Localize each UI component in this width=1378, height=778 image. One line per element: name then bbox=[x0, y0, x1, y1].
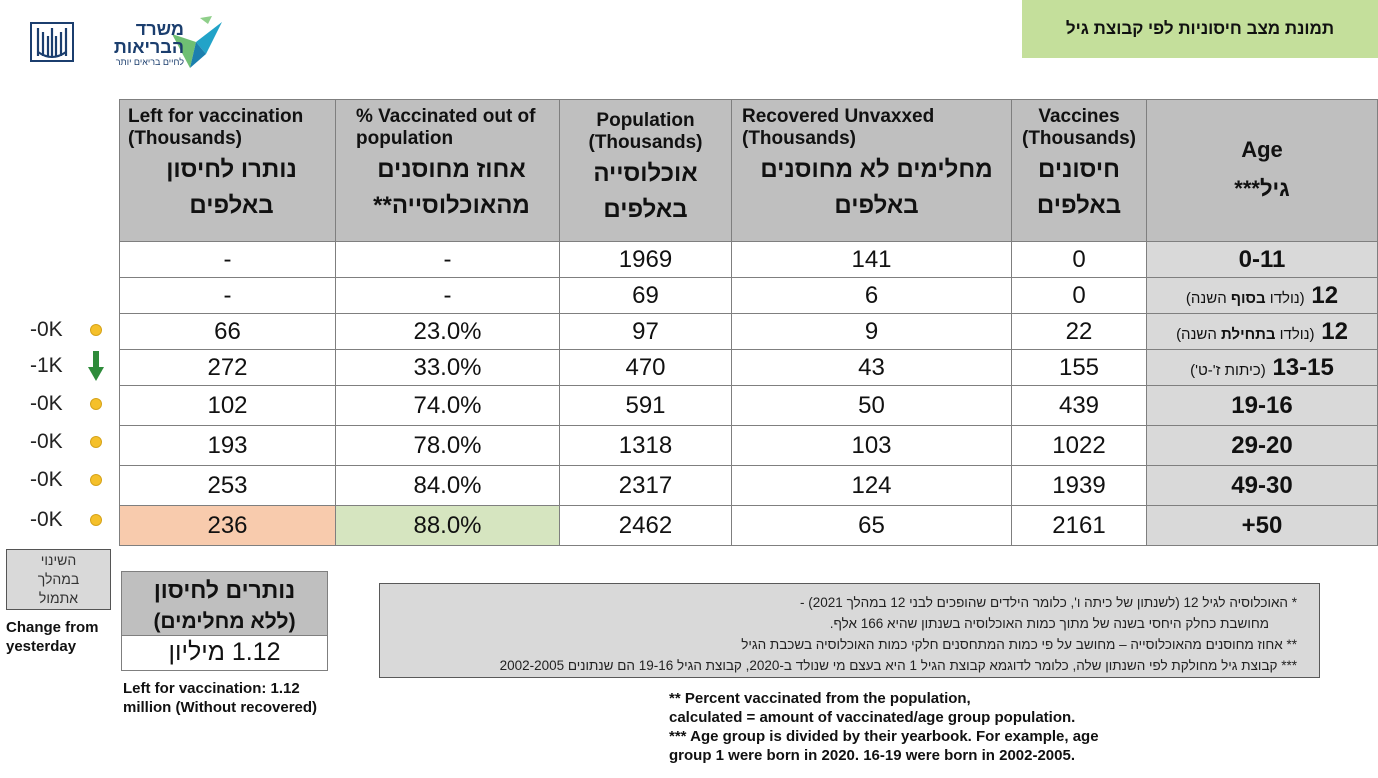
column-header-pct-vaccinated: % Vaccinated out of population אחוז מחוסנים מהאוכלוסייה** bbox=[336, 100, 560, 242]
remaining-box bbox=[121, 571, 328, 671]
cell-age bbox=[1147, 386, 1378, 426]
age-label: 12 bbox=[1311, 281, 1339, 309]
change-item bbox=[30, 386, 110, 422]
change-value: -1K bbox=[30, 354, 63, 377]
cell-left-for-vaccination: - bbox=[120, 278, 336, 314]
change-value: -0K bbox=[30, 508, 63, 531]
cell-recovered-unvaxxed: 43 bbox=[732, 350, 1012, 386]
table-row bbox=[120, 506, 1378, 546]
cell-vaccines: 0 bbox=[1012, 278, 1147, 314]
change-item bbox=[30, 312, 110, 348]
cell-age bbox=[1147, 314, 1378, 350]
remaining-value: 1.12 מיליון bbox=[121, 636, 328, 671]
remaining-header: נותרים לחיסון (ללא מחלימים) bbox=[121, 571, 328, 636]
cell-vaccines: 1939 bbox=[1012, 466, 1147, 506]
footnote-1-cont: מחושבת כחלק היחסי בשנה של מתוך כמות האוכלוסיה בשנתון שהיא 166 אלף. bbox=[829, 616, 1269, 631]
cell-recovered-unvaxxed: 141 bbox=[732, 242, 1012, 278]
cell-age bbox=[1147, 506, 1378, 546]
change-value: -0K bbox=[30, 318, 63, 341]
column-header-recovered-unvaxxed: Recovered Unvaxxed (Thousands) מחלימים לא מחוסנים באלפים bbox=[732, 100, 1012, 242]
cell-recovered-unvaxxed: 65 bbox=[732, 506, 1012, 546]
footnote-2: ** אחוז מחוסנים מהאוכלוסייה – מחושב על פי כמות המתחסנים חלקי כמות האוכלוסיה בשכבת הגיל bbox=[741, 637, 1297, 652]
table-row bbox=[120, 314, 1378, 350]
cell-vaccines: 22 bbox=[1012, 314, 1147, 350]
yellow-dot-icon bbox=[88, 394, 104, 414]
column-header-left-for-vaccination: Left for vaccination (Thousands) נותרו לחיסון באלפים bbox=[120, 100, 336, 242]
age-note: (נולדו בסוף השנה) bbox=[1185, 289, 1305, 307]
remaining-english: Left for vaccination: 1.12 million (Without recovered) bbox=[123, 680, 318, 716]
yellow-dot-icon bbox=[88, 320, 104, 340]
table-row bbox=[120, 386, 1378, 426]
change-item bbox=[30, 348, 110, 384]
cell-pct-vaccinated: 84.0% bbox=[336, 466, 560, 506]
age-label: 29-20 bbox=[1231, 431, 1293, 459]
change-legend-box: השינוי במהלך אתמול bbox=[6, 549, 111, 610]
column-header-age: Age גיל*** bbox=[1147, 100, 1378, 242]
cell-recovered-unvaxxed: 50 bbox=[732, 386, 1012, 426]
table-body bbox=[120, 242, 1378, 546]
yellow-dot-icon bbox=[88, 432, 104, 452]
logo-line2: הבריאות bbox=[113, 37, 184, 57]
change-item bbox=[30, 462, 110, 498]
cell-left-for-vaccination: 193 bbox=[120, 426, 336, 466]
cell-population: 69 bbox=[560, 278, 732, 314]
table-row bbox=[120, 466, 1378, 506]
cell-population: 2462 bbox=[560, 506, 732, 546]
change-item bbox=[30, 424, 110, 460]
cell-pct-vaccinated: 88.0% bbox=[336, 506, 560, 546]
cell-left-for-vaccination: 272 bbox=[120, 350, 336, 386]
cell-vaccines: 155 bbox=[1012, 350, 1147, 386]
age-label: 13-15 bbox=[1272, 353, 1334, 381]
age-note: (כיתות ז'-ט') bbox=[1190, 361, 1266, 379]
cell-pct-vaccinated: 78.0% bbox=[336, 426, 560, 466]
change-value: -0K bbox=[30, 468, 63, 491]
ministry-logo bbox=[30, 14, 240, 76]
age-label: 0-11 bbox=[1238, 245, 1286, 273]
cell-population: 97 bbox=[560, 314, 732, 350]
cell-population: 1318 bbox=[560, 426, 732, 466]
cell-population: 1969 bbox=[560, 242, 732, 278]
footnotes-box bbox=[379, 583, 1320, 678]
table-row bbox=[120, 426, 1378, 466]
logo-tagline: לחיים בריאים יותר bbox=[115, 57, 184, 67]
logo-text bbox=[92, 20, 184, 68]
cell-vaccines: 439 bbox=[1012, 386, 1147, 426]
age-label: 49-30 bbox=[1231, 471, 1293, 499]
change-value: -0K bbox=[30, 392, 63, 415]
table-row bbox=[120, 242, 1378, 278]
cell-population: 470 bbox=[560, 350, 732, 386]
column-header-vaccines: Vaccines (Thousands) חיסונים באלפים bbox=[1012, 100, 1147, 242]
age-label: 50+ bbox=[1241, 511, 1283, 539]
cell-left-for-vaccination: 102 bbox=[120, 386, 336, 426]
menorah-emblem-icon bbox=[30, 22, 74, 62]
cell-left-for-vaccination: - bbox=[120, 242, 336, 278]
change-item bbox=[30, 502, 110, 538]
cell-vaccines: 1022 bbox=[1012, 426, 1147, 466]
age-label: 12 bbox=[1321, 317, 1348, 345]
cell-pct-vaccinated: - bbox=[336, 278, 560, 314]
immunity-table bbox=[119, 99, 1378, 546]
cell-age bbox=[1147, 350, 1378, 386]
cell-vaccines: 2161 bbox=[1012, 506, 1147, 546]
cell-recovered-unvaxxed: 6 bbox=[732, 278, 1012, 314]
cell-left-for-vaccination: 253 bbox=[120, 466, 336, 506]
cell-age bbox=[1147, 426, 1378, 466]
age-label: 19-16 bbox=[1231, 391, 1293, 419]
cell-recovered-unvaxxed: 124 bbox=[732, 466, 1012, 506]
cell-recovered-unvaxxed: 9 bbox=[732, 314, 1012, 350]
table-row bbox=[120, 350, 1378, 386]
cell-left-for-vaccination: 66 bbox=[120, 314, 336, 350]
table-row bbox=[120, 278, 1378, 314]
footnote-3: *** קבוצת גיל מחולקת לפי השנתון שלה, כלומר לדוגמא קבוצת הגיל 1 היא בעצם מי שנולד ב-2020, קבוצת הגיל 19-16 הם שנתונים 2002-2005 bbox=[499, 658, 1297, 673]
page-title: תמונת מצב חיסוניות לפי קבוצת גיל bbox=[1022, 0, 1378, 58]
green-down-arrow-icon bbox=[88, 356, 104, 376]
yellow-dot-icon bbox=[88, 510, 104, 530]
cell-left-for-vaccination: 236 bbox=[120, 506, 336, 546]
yellow-dot-icon bbox=[88, 470, 104, 490]
change-value: -0K bbox=[30, 430, 63, 453]
cell-age bbox=[1147, 466, 1378, 506]
table-header-row bbox=[120, 100, 1378, 242]
change-legend-english: Change from yesterday bbox=[6, 619, 99, 655]
cell-pct-vaccinated: - bbox=[336, 242, 560, 278]
age-note: (נולדו בתחילת השנה) bbox=[1176, 325, 1315, 343]
cell-age bbox=[1147, 242, 1378, 278]
cell-vaccines: 0 bbox=[1012, 242, 1147, 278]
cell-age bbox=[1147, 278, 1378, 314]
cell-pct-vaccinated: 23.0% bbox=[336, 314, 560, 350]
cell-recovered-unvaxxed: 103 bbox=[732, 426, 1012, 466]
cell-pct-vaccinated: 33.0% bbox=[336, 350, 560, 386]
cell-population: 2317 bbox=[560, 466, 732, 506]
cell-population: 591 bbox=[560, 386, 732, 426]
cell-pct-vaccinated: 74.0% bbox=[336, 386, 560, 426]
column-header-population: Population (Thousands) אוכלוסייה באלפים bbox=[560, 100, 732, 242]
logo-line1: משרד bbox=[135, 19, 184, 39]
footnote-1: * האוכלוסיה לגיל 12 (לשנתון של כיתה ו', כלומר הילדים שהופכים לבני 12 במהלך 2021) - bbox=[800, 595, 1297, 610]
footnotes-english: ** Percent vaccinated from the population, calculated = amount of vaccinated/age group population. *** Age group is divided by their yearbook. For example, age group 1 were born in 2020. 16-19 were born in 2002-2005. bbox=[669, 690, 1099, 764]
